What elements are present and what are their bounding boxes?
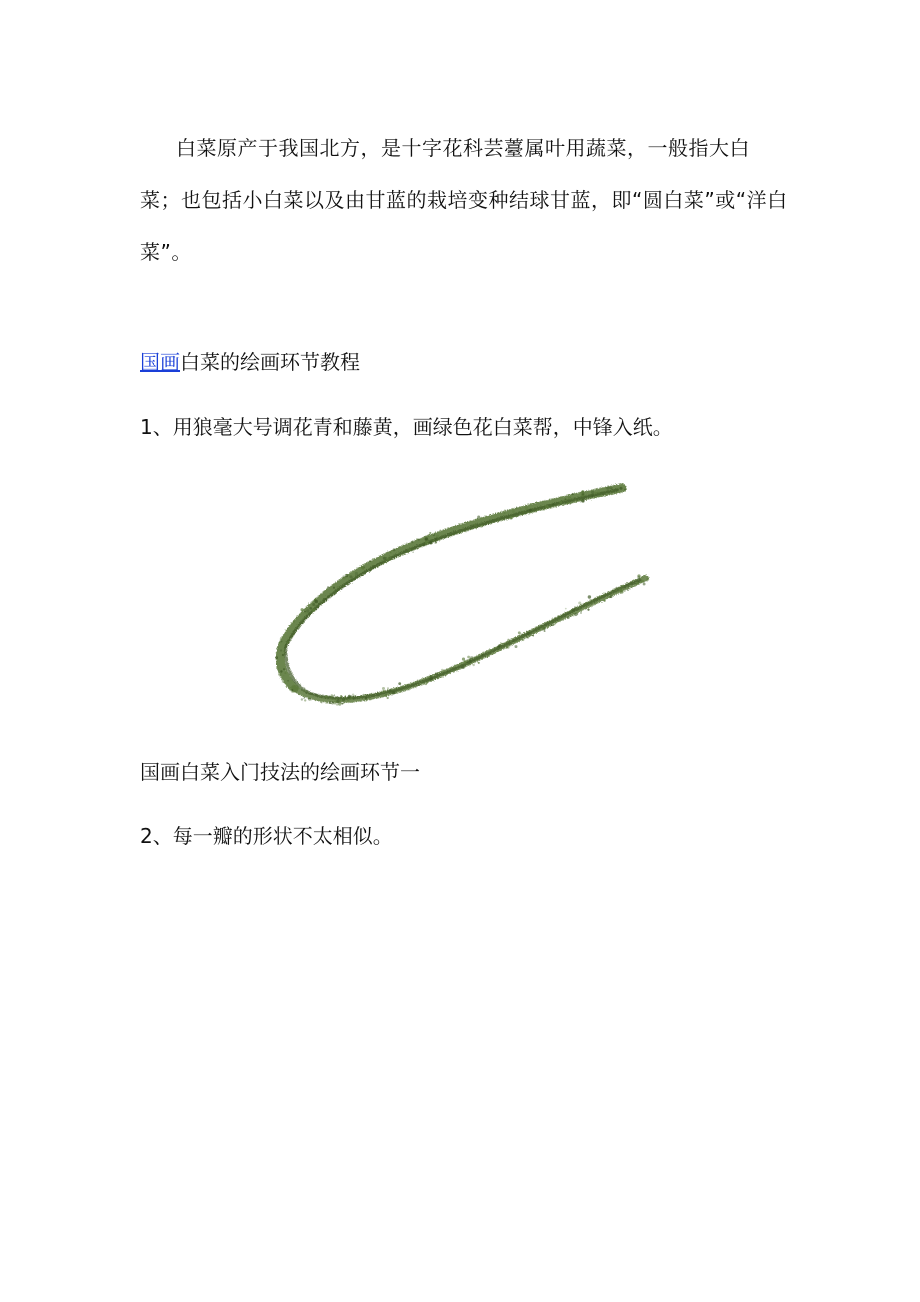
speckle	[472, 664, 474, 666]
speckle	[347, 584, 349, 586]
speckle	[462, 658, 465, 661]
speckle	[321, 702, 322, 703]
speckle	[340, 695, 342, 697]
speckle	[512, 640, 514, 642]
speckle	[291, 689, 293, 691]
speckle	[279, 642, 281, 644]
speckle	[335, 699, 337, 701]
speckle	[594, 492, 596, 494]
speckle	[387, 697, 389, 699]
speckle	[331, 702, 334, 705]
speckle	[522, 639, 524, 641]
speckle	[365, 697, 367, 699]
speckle	[498, 644, 501, 647]
speckle	[559, 618, 561, 620]
speckle	[343, 576, 346, 579]
speckle	[572, 614, 574, 616]
speckle	[641, 580, 644, 583]
speckle	[334, 702, 337, 705]
speckle	[487, 655, 489, 657]
speckle	[355, 572, 358, 575]
speckle	[470, 656, 473, 659]
speckle	[282, 681, 283, 682]
speckle	[638, 581, 640, 583]
speckle	[478, 662, 480, 664]
speckle	[615, 589, 617, 591]
speckle	[506, 646, 509, 649]
speckle	[390, 552, 392, 554]
speckle	[427, 535, 429, 537]
speckle	[453, 530, 454, 531]
speckle	[585, 605, 588, 608]
speckle	[393, 548, 396, 551]
speckle	[500, 642, 502, 644]
speckle	[574, 613, 577, 616]
speckle	[554, 621, 555, 622]
speckle	[477, 516, 480, 519]
step-2-text: 2、每一瓣的形状不太相似。	[140, 824, 393, 848]
speckle	[308, 698, 311, 701]
speckle	[340, 700, 342, 702]
speckle	[389, 689, 392, 692]
speckle	[343, 698, 345, 700]
speckle	[459, 531, 462, 534]
speckle	[328, 695, 330, 697]
speckle	[436, 535, 439, 538]
speckle	[289, 674, 291, 676]
speckle	[518, 631, 521, 634]
speckle	[372, 565, 375, 568]
speckle	[312, 608, 316, 612]
speckle	[587, 609, 588, 610]
speckle	[425, 683, 427, 685]
speckle	[620, 590, 624, 594]
speckle	[334, 694, 335, 695]
speckle	[581, 499, 584, 502]
speckle	[621, 585, 624, 588]
step-1-text: 1、用狼毫大号调花青和藤黄，画绿色花白菜帮，中锋入纸。	[140, 415, 673, 439]
speckle	[574, 606, 576, 608]
speckle	[646, 578, 649, 581]
speckle	[588, 595, 591, 598]
speckle	[435, 541, 437, 543]
speckle	[572, 493, 574, 495]
speckle	[631, 583, 633, 585]
speckle	[520, 508, 522, 510]
speckle	[643, 583, 646, 586]
speckle	[327, 586, 329, 588]
section-heading	[140, 348, 360, 376]
speckle	[570, 502, 571, 503]
speckle	[380, 562, 383, 565]
speckle	[387, 557, 390, 560]
speckle	[341, 703, 343, 705]
speckle	[412, 551, 413, 552]
speckle	[407, 684, 408, 685]
speckle	[408, 548, 411, 551]
speckle	[282, 654, 284, 656]
speckle	[338, 702, 341, 705]
speckle	[464, 660, 467, 663]
speckle	[467, 656, 470, 659]
speckle	[346, 575, 348, 577]
speckle	[333, 587, 335, 589]
speckle	[425, 541, 428, 544]
speckle	[422, 678, 423, 679]
speckle	[349, 575, 352, 578]
speckle	[509, 516, 513, 520]
speckle	[568, 501, 569, 502]
brush-stroke-lower	[294, 578, 646, 700]
speckle	[568, 496, 571, 499]
speckle	[435, 672, 438, 675]
speckle	[627, 586, 629, 588]
speckle	[369, 560, 371, 562]
speckle	[283, 675, 284, 676]
speckle	[470, 525, 473, 528]
brush-stroke-image	[262, 470, 662, 720]
speckle	[387, 687, 389, 689]
speckle	[324, 598, 327, 601]
speckle	[500, 516, 502, 518]
speckle	[429, 532, 431, 534]
speckle	[559, 501, 562, 504]
speckle	[430, 677, 433, 680]
speckle	[516, 507, 518, 509]
speckle	[283, 668, 285, 670]
speckle	[382, 687, 385, 690]
speckle	[352, 693, 355, 696]
speckle	[286, 641, 289, 644]
speckle	[525, 507, 528, 510]
speckle	[329, 701, 332, 704]
speckle	[578, 601, 581, 604]
speckle	[307, 690, 309, 692]
speckle	[582, 490, 585, 493]
guohua-link[interactable]: 国画	[140, 350, 180, 374]
speckle	[606, 486, 610, 490]
speckle	[425, 537, 429, 541]
speckle	[474, 656, 476, 658]
speckle	[411, 541, 413, 543]
speckle	[362, 567, 365, 570]
speckle	[515, 640, 518, 643]
speckle	[276, 667, 278, 669]
speckle	[567, 616, 570, 619]
speckle	[441, 669, 443, 671]
speckle	[469, 665, 470, 666]
speckle	[572, 608, 575, 611]
speckle	[610, 486, 612, 488]
speckle	[527, 637, 529, 639]
speckle	[371, 693, 372, 694]
speckle	[287, 680, 289, 682]
intro-paragraph: 白菜原产于我国北方，是十字花科芸薹属叶用蔬菜，一般指大白菜；也包括小白菜以及由甘蓝的栽培变种结球甘蓝，即“圆白菜”或“洋白菜”。	[140, 136, 788, 264]
speckle	[350, 697, 352, 699]
speckle	[433, 534, 435, 536]
speckle	[418, 539, 420, 541]
speckle	[597, 490, 601, 494]
speckle	[467, 662, 469, 664]
speckle	[429, 541, 432, 544]
speckle	[423, 543, 426, 546]
speckle	[347, 699, 350, 702]
speckle	[565, 498, 566, 499]
speckle	[545, 505, 549, 509]
speckle	[280, 649, 282, 651]
speckle	[504, 512, 506, 514]
speckle	[469, 660, 472, 663]
speckle	[297, 687, 299, 689]
speckle	[337, 586, 339, 588]
speckle	[284, 672, 286, 674]
speckle	[312, 603, 315, 606]
speckle	[552, 503, 555, 506]
speckle	[430, 675, 432, 677]
speckle	[603, 600, 605, 602]
speckle	[382, 690, 385, 693]
figure-caption: 国画白菜入门技法的绘画环节一	[140, 760, 420, 784]
speckle	[303, 689, 306, 692]
speckle	[316, 695, 317, 696]
speckle	[301, 698, 303, 700]
speckle	[303, 698, 304, 699]
speckle	[600, 595, 601, 596]
speckle	[428, 676, 430, 678]
speckle	[529, 509, 532, 512]
speckle	[434, 540, 435, 541]
speckle	[281, 641, 283, 643]
speckle	[309, 607, 312, 610]
speckle	[384, 694, 387, 697]
speckle	[621, 487, 622, 488]
speckle	[300, 608, 303, 611]
speckle	[536, 631, 537, 632]
speckle	[616, 487, 619, 490]
speckle	[474, 524, 477, 527]
speckle	[353, 696, 354, 697]
speckle	[461, 665, 464, 668]
speckle	[325, 695, 328, 698]
speckle	[384, 559, 386, 561]
speckle	[533, 635, 535, 637]
speckle	[298, 625, 300, 627]
speckle	[637, 576, 640, 579]
speckle	[279, 672, 282, 675]
speckle	[447, 671, 449, 673]
speckle	[505, 643, 506, 644]
speckle	[277, 647, 279, 649]
speckle	[582, 493, 584, 495]
speckle	[512, 510, 515, 513]
speckle	[364, 695, 365, 696]
speckle	[544, 630, 546, 632]
speckle	[574, 499, 576, 501]
speckle	[480, 525, 483, 528]
speckle	[304, 699, 306, 701]
speckle	[527, 632, 531, 636]
speckle	[527, 510, 528, 511]
speckle	[507, 639, 509, 641]
speckle	[481, 654, 483, 656]
section-heading-text: 白菜的绘画环节教程	[180, 350, 360, 374]
speckle	[592, 495, 594, 497]
speckle	[570, 616, 571, 617]
speckle	[336, 699, 339, 702]
speckle	[591, 491, 594, 494]
speckle	[344, 696, 346, 698]
speckle	[641, 576, 643, 578]
speckle	[404, 687, 406, 689]
speckle	[609, 595, 612, 598]
speckle	[315, 600, 319, 604]
speckle	[548, 621, 550, 623]
speckle	[615, 587, 617, 589]
speckle	[542, 626, 545, 629]
speckle	[580, 612, 581, 613]
speckle	[398, 682, 401, 685]
speckle	[521, 634, 523, 636]
speckle	[473, 659, 475, 661]
speckle	[305, 612, 307, 614]
speckle	[551, 624, 554, 627]
speckle	[624, 489, 626, 491]
speckle	[327, 702, 329, 704]
speckle	[352, 698, 354, 700]
brush-stroke-upper	[280, 488, 622, 688]
speckle	[293, 621, 295, 623]
speckle	[570, 610, 572, 612]
speckle	[275, 656, 278, 659]
speckle	[522, 511, 524, 513]
speckle	[348, 695, 351, 698]
speckle	[330, 694, 333, 697]
speckle	[392, 691, 395, 694]
speckle	[565, 608, 567, 610]
speckle	[627, 589, 629, 591]
speckle	[515, 645, 518, 648]
